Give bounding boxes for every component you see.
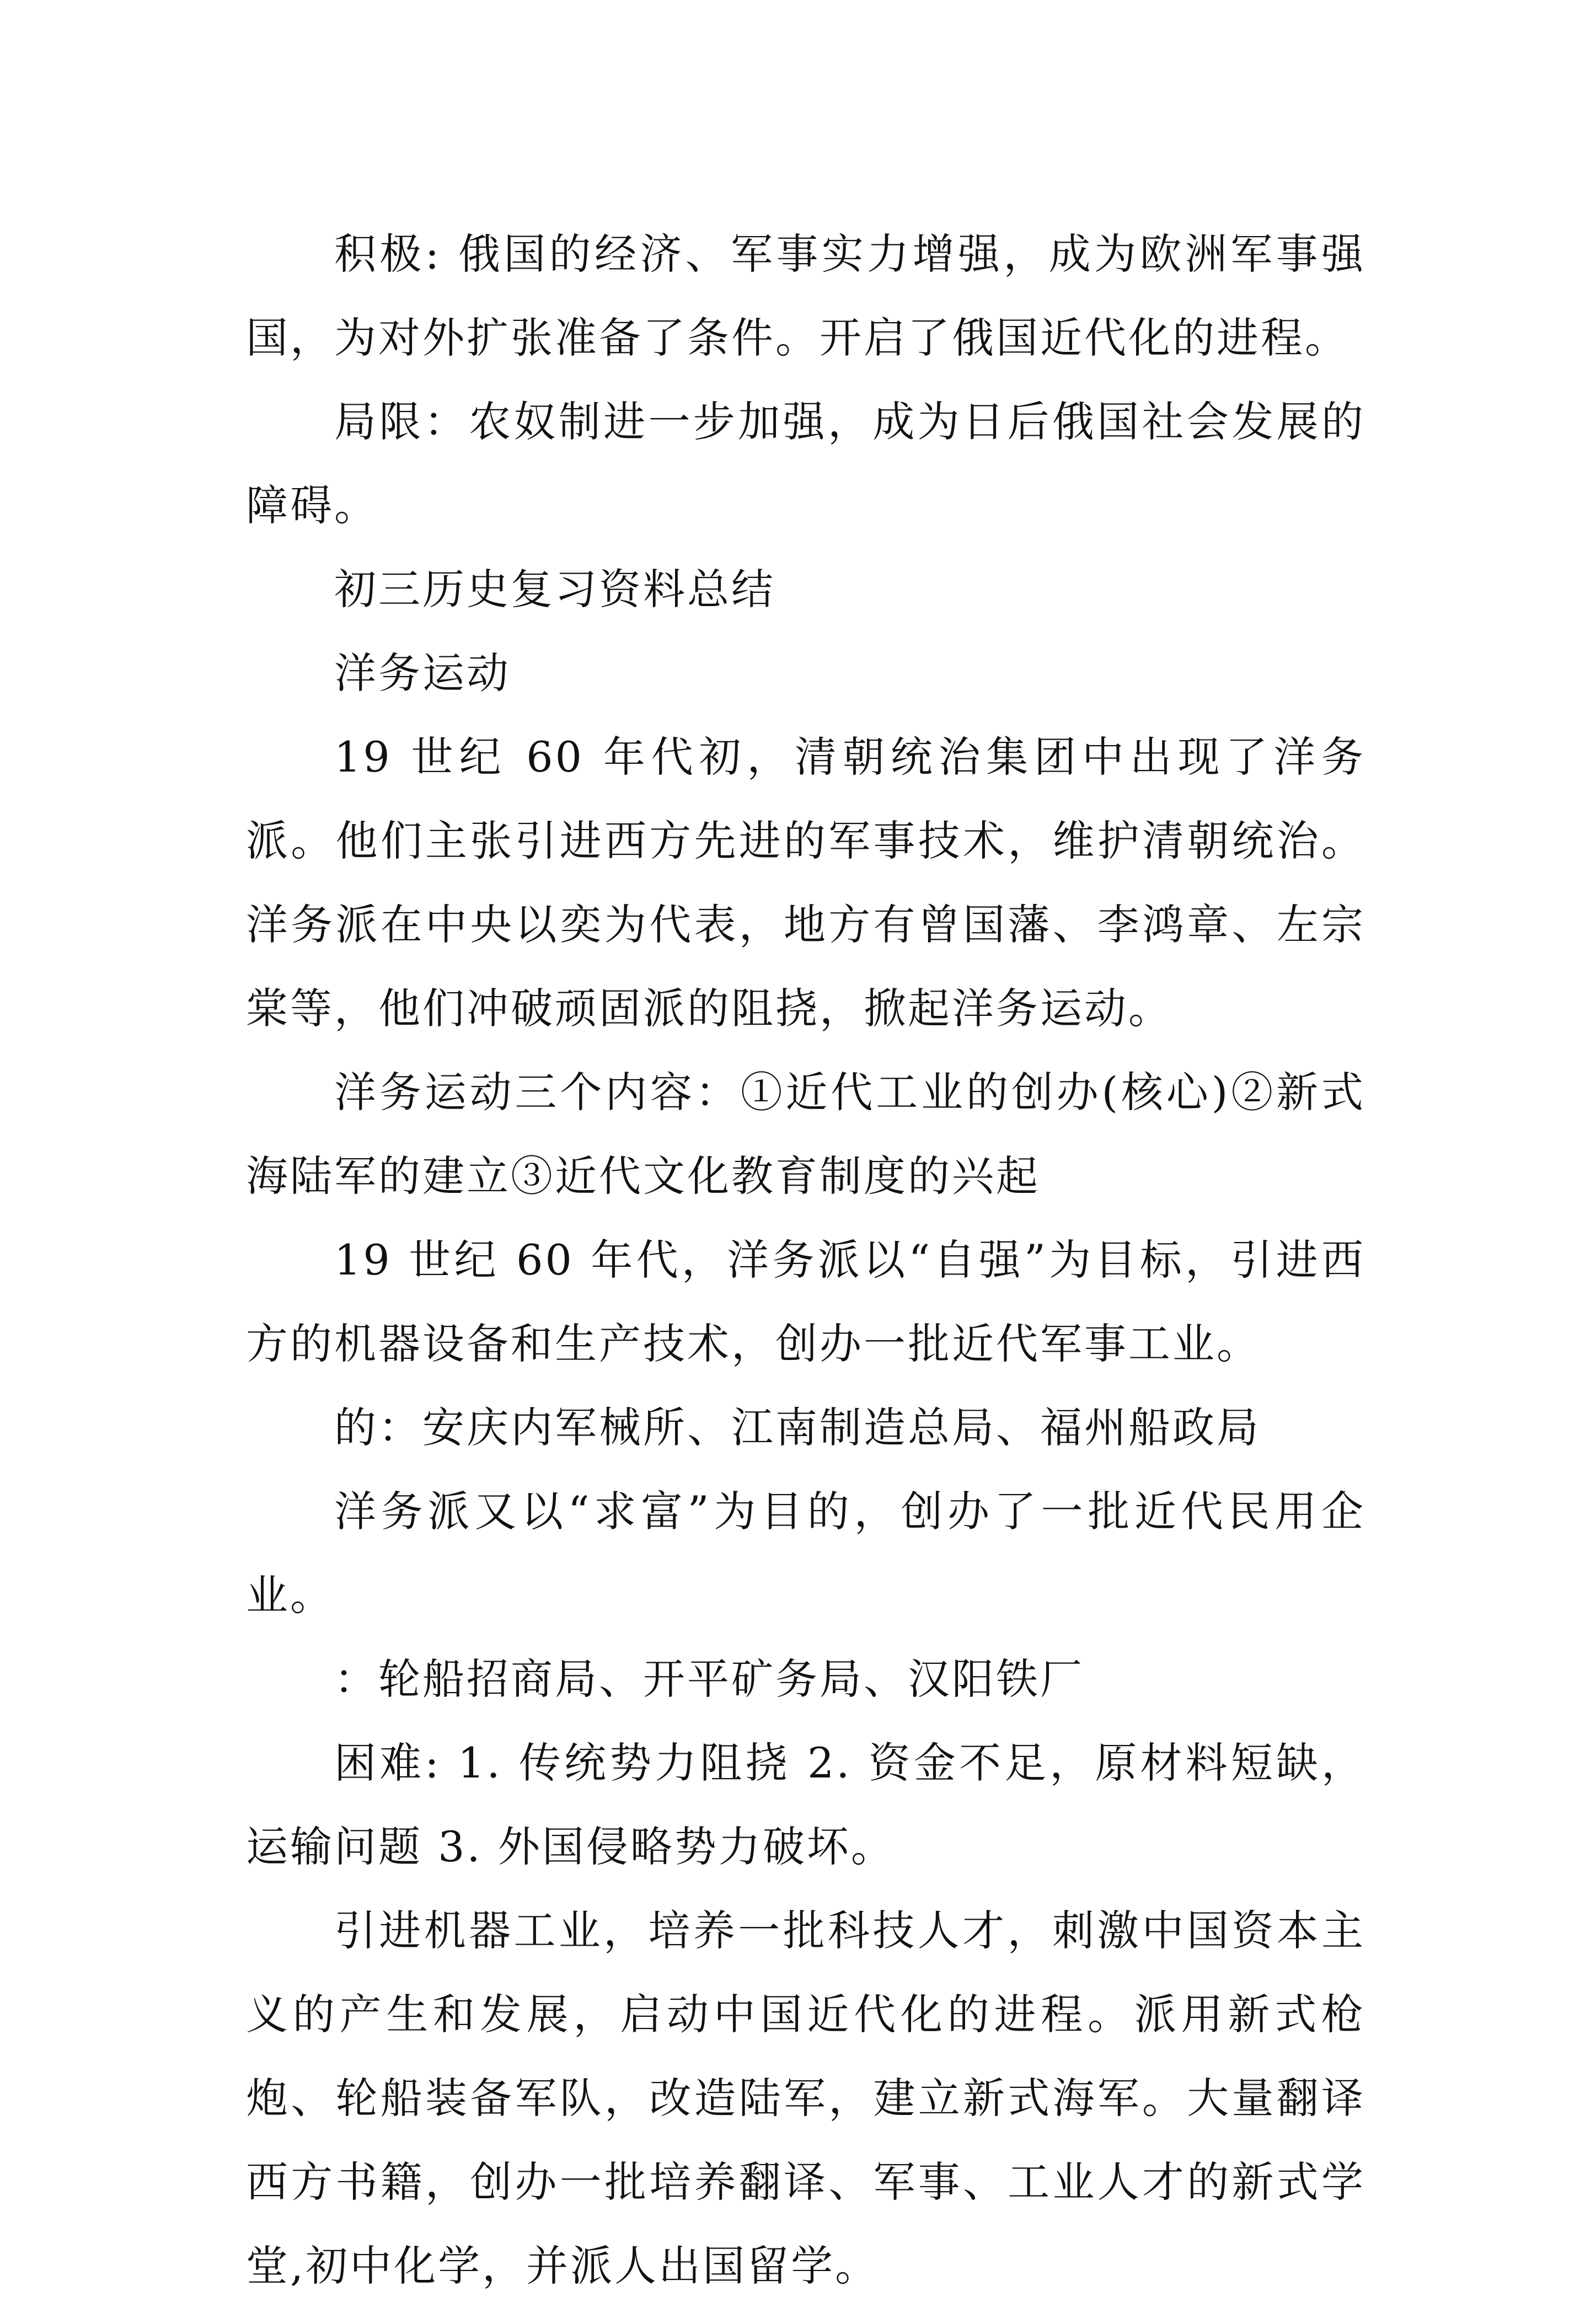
- section-title: 初三历史复习资料总结: [334, 565, 775, 614]
- document-body: [246, 212, 1365, 2308]
- paragraph-difficulties: 困难: 1. 传统势力阻挠 2. 资金不足，原材料短缺，运输问题 3. 外国侵略势力破坏。: [246, 1738, 1365, 1871]
- paragraph-military-industry-examples: 的：安庆内军械所、江南制造总局、福州船政局: [334, 1403, 1261, 1452]
- paragraph-self-strengthening: 19 世纪 60 年代，洋务派以“自强”为目标，引进西方的机器设备和生产技术，创办一批近代军事工业。: [246, 1235, 1365, 1368]
- subsection-title: 洋务运动: [334, 649, 511, 698]
- paragraph-positive-effects: 积极: 俄国的经济、军事实力增强，成为欧洲军事强国，为对外扩张准备了条件。开启了俄国近代化的进程。: [246, 229, 1365, 362]
- paragraph-seeking-wealth: 洋务派又以“求富”为目的，创办了一批近代民用企业。: [246, 1487, 1365, 1620]
- paragraph-civil-enterprise-examples: ：轮船招商局、开平矿务局、汉阳铁厂: [334, 1654, 1084, 1704]
- paragraph-limitations: 局限：农奴制进一步加强，成为日后俄国社会发展的障碍。: [246, 397, 1365, 530]
- paragraph-westernization-faction: 19 世纪 60 年代初，清朝统治集团中出现了洋务派。他们主张引进西方先进的军事技术，维护清朝统治。洋务派在中央以奕为代表，地方有曾国藩、李鸿章、左宗棠等，他们冲破顽固派的阻挠，掀起洋务运动。: [246, 732, 1365, 1033]
- paragraph-three-contents: 洋务运动三个内容：①近代工业的创办(核心)②新式海陆军的建立③近代文化教育制度的兴起: [246, 1068, 1365, 1201]
- paragraph-impact: 引进机器工业，培养一批科技人才，刺激中国资本主义的产生和发展，启动中国近代化的进程。派用新式枪炮、轮船装备军队，改造陆军，建立新式海军。大量翻译西方书籍，创办一批培养翻译、军事、工业人才的新式学堂,初中化学，并派人出国留学。: [246, 1906, 1365, 2290]
